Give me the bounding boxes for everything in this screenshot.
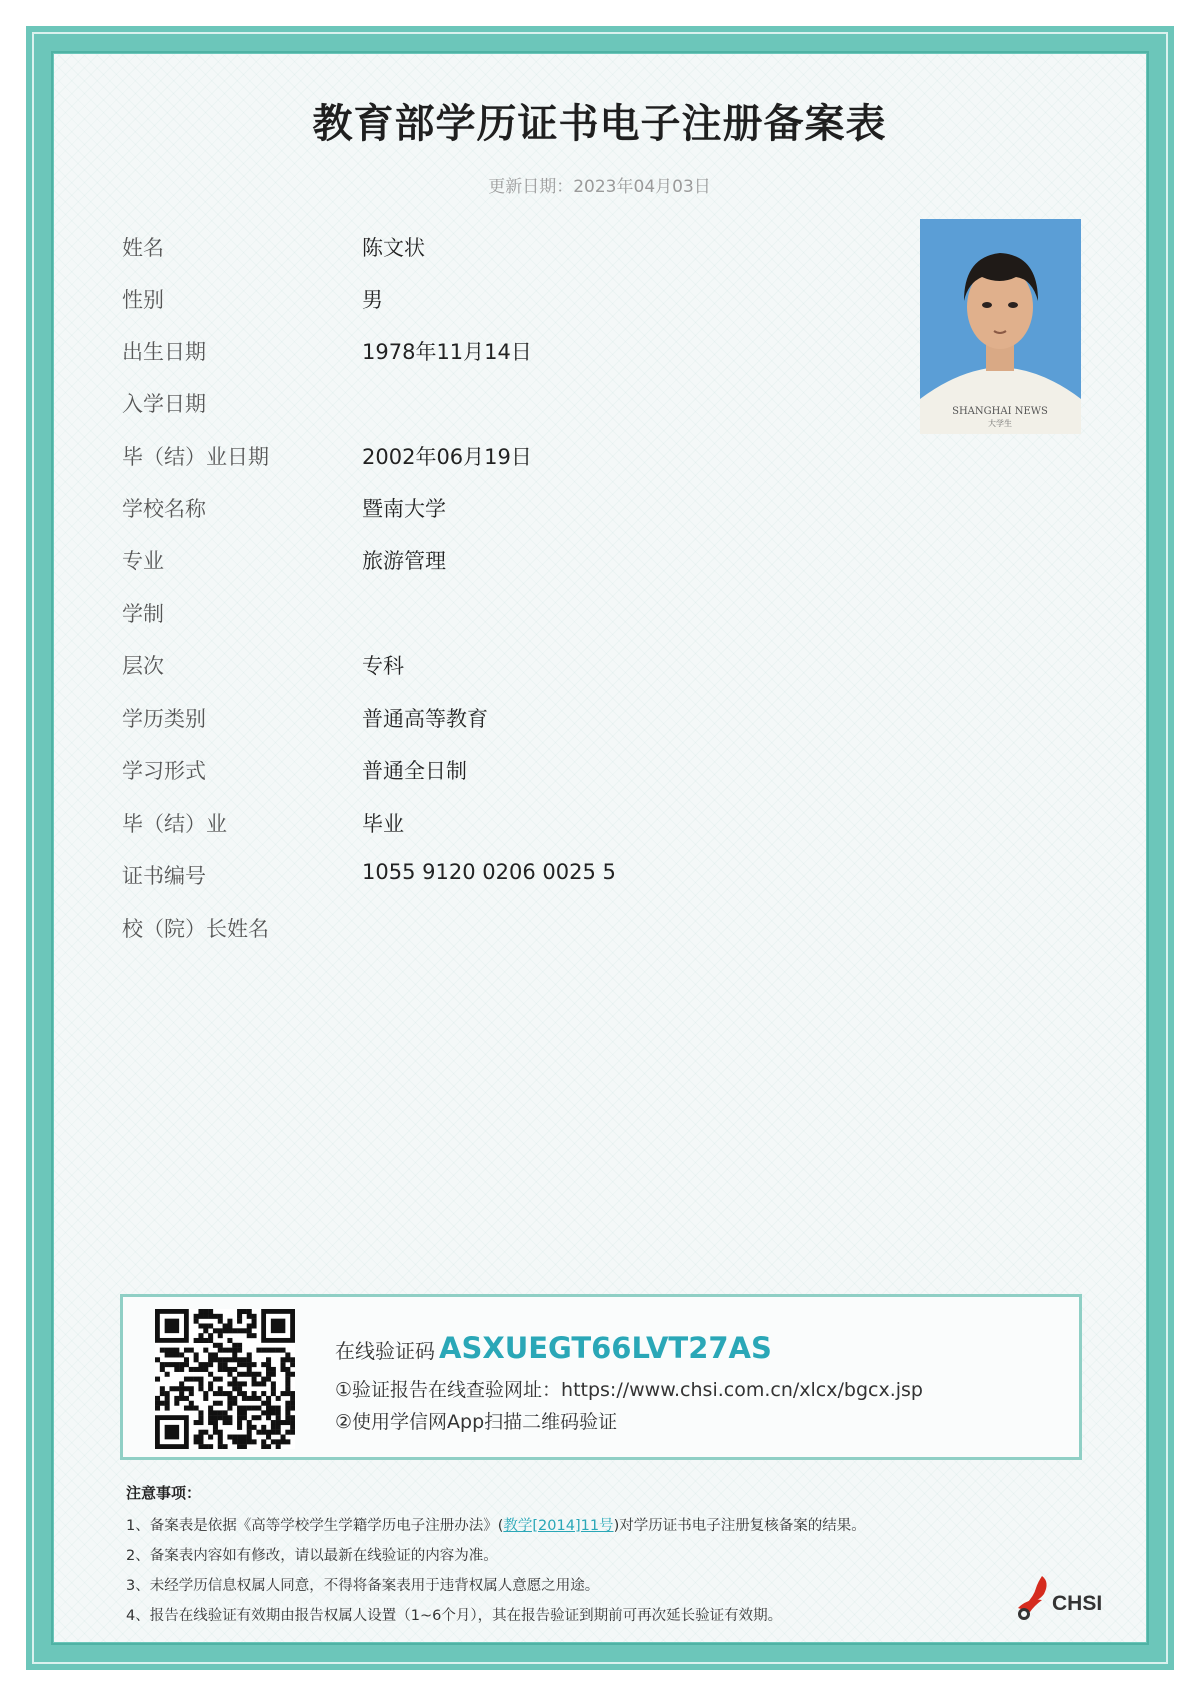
field-label: 专业 (122, 549, 164, 573)
note-1-text-start: 1、备案表是依据《高等学校学生学籍学历电子注册办法》( (126, 1518, 504, 1534)
field-value: 男 (362, 288, 383, 312)
field-label: 姓名 (122, 236, 164, 260)
shirt-print-sub: 大学生 (988, 419, 1012, 428)
field-value: 陈文状 (362, 236, 425, 260)
field-value: 毕业 (362, 812, 404, 836)
portrait-image (920, 219, 1081, 434)
verification-app-text: ②使用学信网App扫描二维码验证 (335, 1411, 618, 1433)
field-label: 学制 (122, 602, 164, 626)
verification-box (120, 1294, 1082, 1460)
field-label: 学习形式 (122, 759, 206, 783)
qr-code[interactable] (155, 1309, 295, 1449)
field-label: 层次 (122, 654, 164, 678)
note-4: 4、报告在线验证有效期由报告权属人设置（1~6个月），其在报告验证到期前可再次延长验证有效期。 (126, 1608, 783, 1624)
regulation-link[interactable]: 教学[2014]11号 (503, 1518, 614, 1534)
verification-code-label: 在线验证码 (335, 1339, 435, 1363)
verification-url-text: ①验证报告在线查验网址：https://www.chsi.com.cn/xlcx/bgcx.jsp (335, 1379, 923, 1401)
chsi-logo-text: CHSI (1052, 1592, 1103, 1615)
note-2: 2、备案表内容如有修改，请以最新在线验证的内容为准。 (126, 1548, 498, 1564)
field-label: 校（院）长姓名 (122, 917, 269, 941)
field-value: 旅游管理 (362, 549, 446, 573)
verification-code-line (335, 1331, 772, 1365)
field-label: 入学日期 (122, 392, 206, 416)
note-3: 3、未经学历信息权属人同意，不得将备案表用于违背权属人意愿之用途。 (126, 1578, 600, 1594)
verification-code: ASXUEGT66LVT27AS (439, 1331, 772, 1365)
field-label: 毕（结）业日期 (122, 445, 269, 469)
field-value: 普通全日制 (362, 759, 467, 783)
field-label: 学校名称 (122, 497, 206, 521)
shirt-print: SHANGHAI NEWS (952, 406, 1048, 417)
field-value: 2002年06月19日 (362, 445, 532, 469)
note-1 (126, 1514, 866, 1535)
qr-code-icon (155, 1309, 295, 1449)
update-date: 更新日期：2023年04月03日 (488, 177, 711, 197)
field-value: 1055 9120 0206 0025 5 (362, 860, 616, 884)
field-label: 学历类别 (122, 707, 206, 731)
field-value: 1978年11月14日 (362, 340, 532, 364)
student-photo (920, 219, 1081, 434)
field-value: 普通高等教育 (362, 707, 488, 731)
field-value: 专科 (362, 654, 404, 678)
note-1-text-end: )对学历证书电子注册复核备案的结果。 (613, 1518, 866, 1534)
field-label: 性别 (122, 288, 164, 312)
chsi-logo (1012, 1572, 1122, 1622)
field-label: 出生日期 (122, 340, 206, 364)
field-label: 证书编号 (122, 864, 206, 888)
notes-title: 注意事项： (126, 1484, 202, 1502)
page-title: 教育部学历证书电子注册备案表 (312, 101, 887, 147)
field-value: 暨南大学 (362, 497, 446, 521)
field-label: 毕（结）业 (122, 812, 227, 836)
